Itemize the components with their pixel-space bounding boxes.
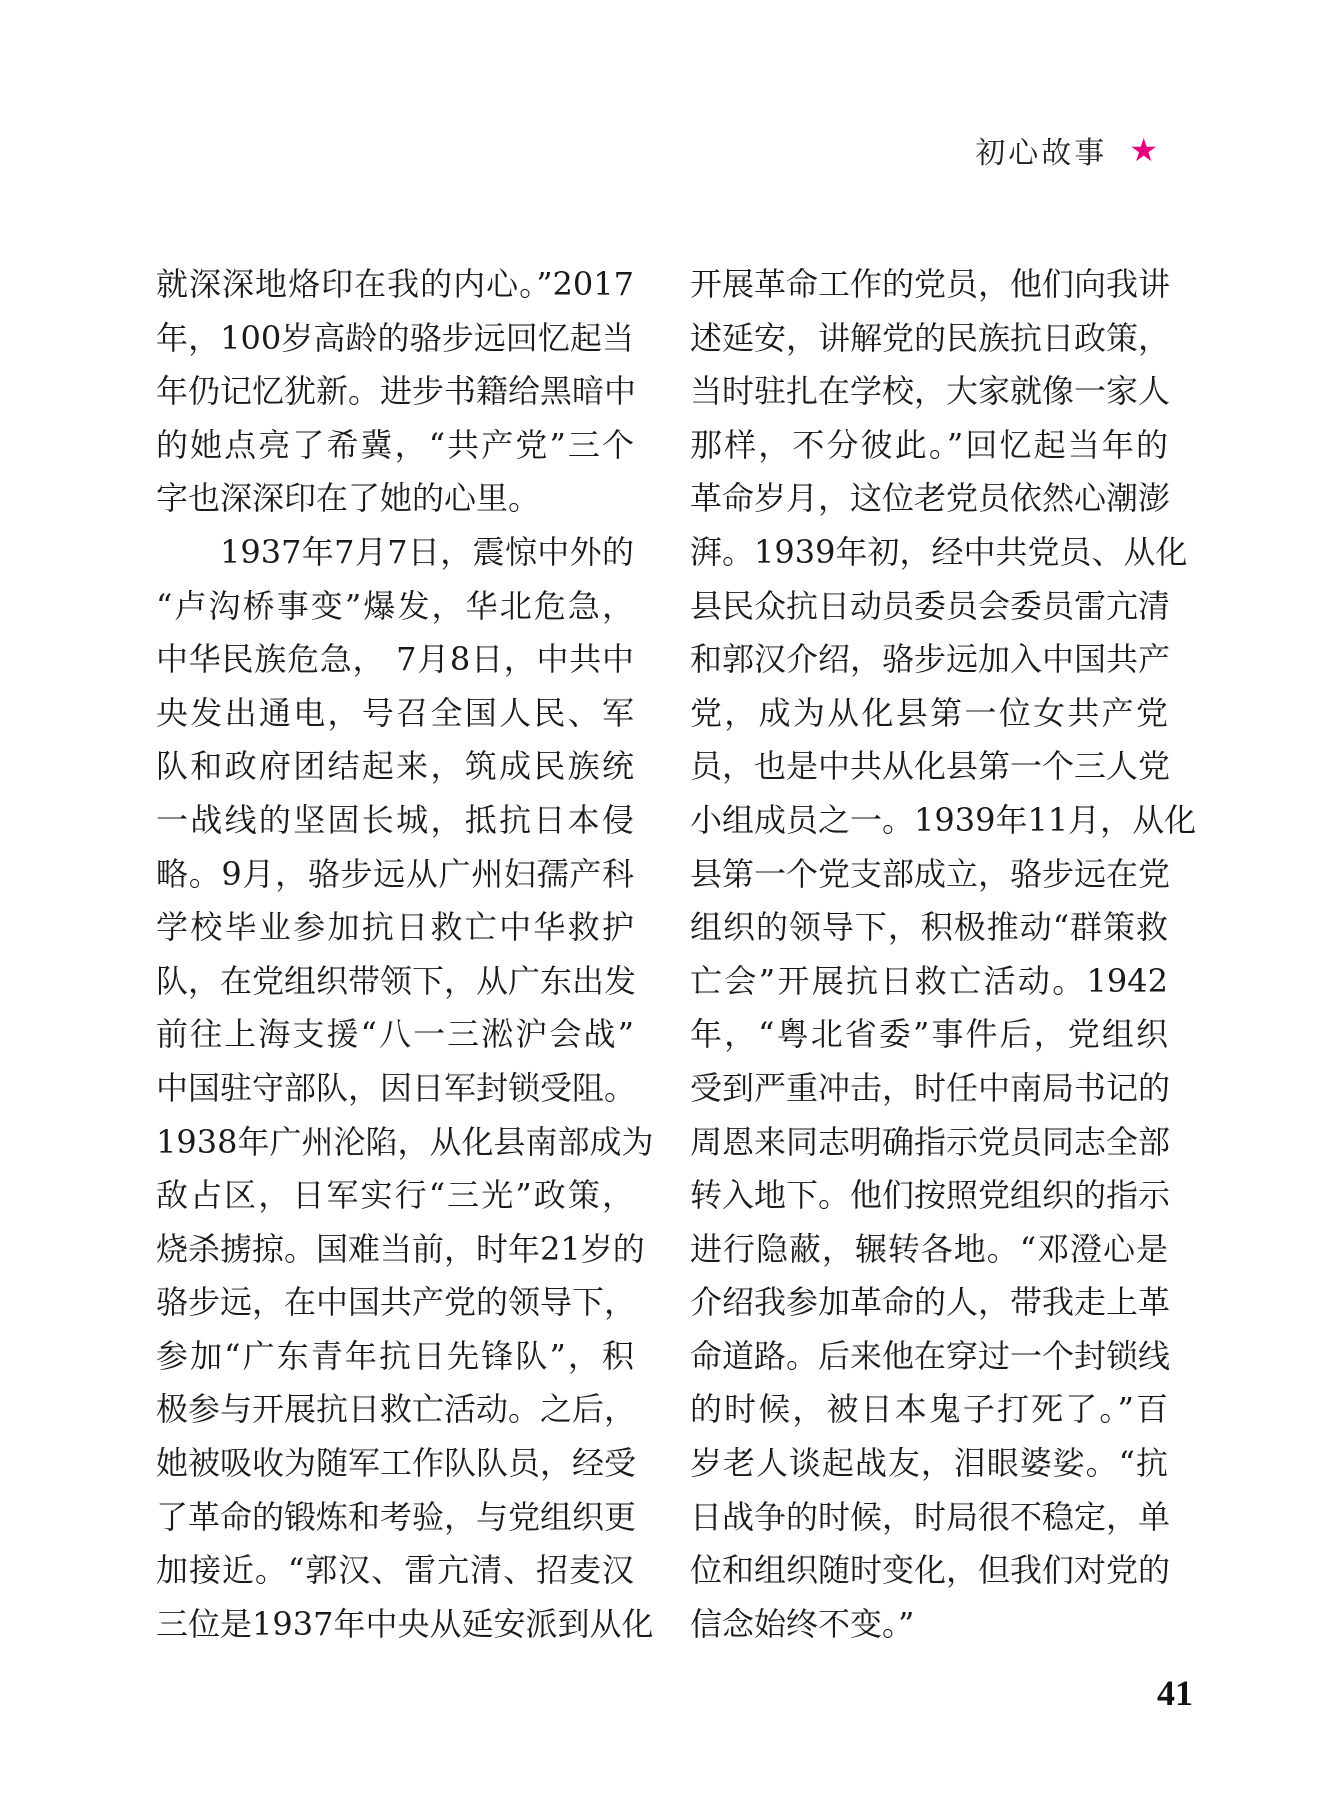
text-line: 那样，不分彼此。”回忆起当年的 xyxy=(690,425,1168,464)
text-line: 队，在党组织带领下，从广东出发 xyxy=(156,961,637,1000)
text-line: 队和政府团结起来，筑成民族统 xyxy=(156,747,634,786)
text-line: 和郭汉介绍，骆步远加入中国共产 xyxy=(690,640,1171,679)
text-line: 中华民族危急， 7月8日，中共中 xyxy=(156,640,634,679)
text-line: 央发出通电，号召全国人民、军 xyxy=(156,693,634,732)
section-title: 初心故事 xyxy=(975,136,1108,171)
text-line: 岁老人谈起战友，泪眼婆娑。“抗 xyxy=(690,1444,1168,1483)
text-line: 县民众抗日动员委员会委员雷亢清 xyxy=(690,586,1171,625)
text-line: 1938年广州沦陷，从化县南部成为 xyxy=(156,1122,654,1161)
text-line: 烧杀掳掠。国难当前，时年21岁的 xyxy=(156,1229,645,1268)
text-line: 年仍记忆犹新。进步书籍给黑暗中 xyxy=(156,372,637,411)
text-line: 一战线的坚固长城，抵抗日本侵 xyxy=(156,800,634,839)
text-line: “卢沟桥事变”爆发，华北危急， xyxy=(156,586,634,625)
text-line: 年，100岁高龄的骆步远回忆起当 xyxy=(156,318,634,357)
text-line: 极参与开展抗日救亡活动。之后， xyxy=(156,1390,637,1429)
text-line: 中国驻守部队，因日军封锁受阻。 xyxy=(156,1068,637,1107)
text-line: 进行隐蔽，辗转各地。“邓澄心是 xyxy=(690,1229,1168,1268)
text-line: 介绍我参加革命的人，带我走上革 xyxy=(690,1283,1171,1322)
text-line: 年，“粤北省委”事件后，党组织 xyxy=(690,1015,1168,1054)
text-line: 就深深地烙印在我的内心。”2017 xyxy=(156,265,634,303)
text-line: 县第一个党支部成立，骆步远在党 xyxy=(690,854,1171,893)
text-line: 骆步远，在中国共产党的领导下， xyxy=(156,1283,637,1322)
text-line: 亡会”开展抗日救亡活动。1942 xyxy=(690,961,1168,1000)
text-line: 前往上海支援“八一三淞沪会战” xyxy=(156,1015,634,1054)
text-line: 信念始终不变。” xyxy=(690,1604,915,1643)
text-line: 开展革命工作的党员，他们向我讲 xyxy=(690,265,1171,303)
text-line: 日战争的时候，时局很不稳定，单 xyxy=(690,1497,1171,1536)
left-text-column xyxy=(156,258,654,1651)
right-text-column xyxy=(690,258,1197,1651)
text-line: 命道路。后来他在穿过一个封锁线 xyxy=(690,1336,1171,1375)
text-line: 述延安，讲解党的民族抗日政策， xyxy=(690,318,1171,357)
text-line: 位和组织随时变化，但我们对党的 xyxy=(690,1551,1171,1590)
text-line: 略。9月，骆步远从广州妇孺产科 xyxy=(156,854,634,893)
text-line: 了革命的锻炼和考验，与党组织更 xyxy=(156,1497,637,1536)
text-line: 1937年7月7日，震惊中外的 xyxy=(220,532,634,571)
text-line: 员，也是中共从化县第一个三人党 xyxy=(690,747,1171,786)
text-line: 学校毕业参加抗日救亡中华救护 xyxy=(156,908,634,947)
page-number: 41 xyxy=(1157,1673,1193,1713)
page-header xyxy=(975,128,1158,172)
text-line: 受到严重冲击，时任中南局书记的 xyxy=(690,1068,1171,1107)
text-line: 三位是1937年中央从延安派到从化 xyxy=(156,1604,654,1643)
text-line: 的时候，被日本鬼子打死了。”百 xyxy=(690,1390,1168,1429)
text-line: 小组成员之一。1939年11月，从化 xyxy=(690,800,1197,839)
text-line: 当时驻扎在学校，大家就像一家人 xyxy=(690,372,1171,411)
text-line: 湃。1939年初，经中共党员、从化 xyxy=(690,532,1188,571)
text-line: 的她点亮了希冀，“共产党”三个 xyxy=(156,425,634,464)
star-icon: ★ xyxy=(1129,131,1158,169)
text-line: 加接近。“郭汉、雷亢清、招麦汉 xyxy=(156,1551,634,1590)
text-line: 转入地下。他们按照党组织的指示 xyxy=(690,1176,1171,1215)
text-line: 组织的领导下，积极推动“群策救 xyxy=(690,908,1168,947)
text-line: 革命岁月，这位老党员依然心潮澎 xyxy=(690,479,1171,518)
text-line: 她被吸收为随军工作队队员，经受 xyxy=(156,1444,637,1483)
text-line: 敌占区，日军实行“三光”政策， xyxy=(156,1176,634,1215)
text-line: 参加“广东青年抗日先锋队”，积 xyxy=(156,1336,634,1375)
text-line: 字也深深印在了她的心里。 xyxy=(156,479,541,518)
text-line: 周恩来同志明确指示党员同志全部 xyxy=(690,1122,1171,1161)
text-line: 党，成为从化县第一位女共产党 xyxy=(690,693,1168,732)
